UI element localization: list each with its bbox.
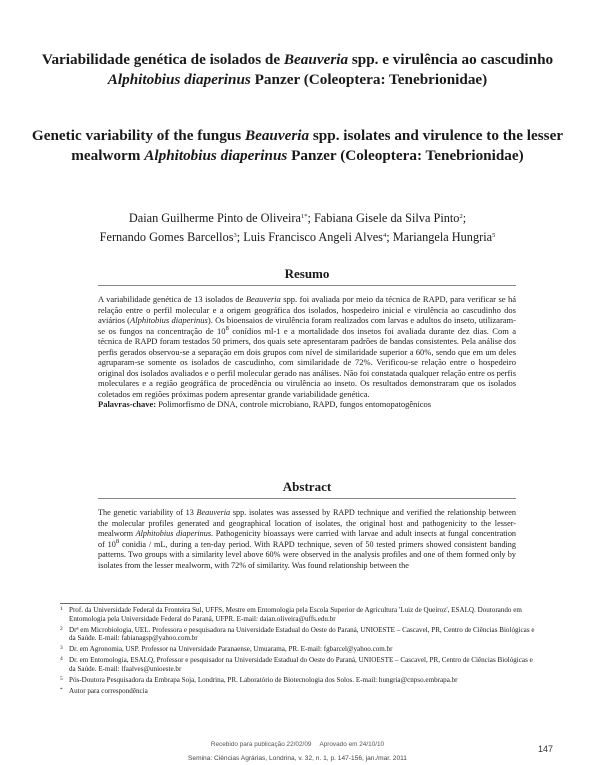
species-name: Alphitobius diaperinus (135, 529, 212, 539)
title-text: spp. e virulência ao cascudinho (348, 51, 554, 68)
footnote-list (60, 606, 538, 698)
english-title (30, 126, 565, 165)
title-text: Variabilidade genética de isolados de (41, 51, 284, 68)
genus-name: Beauveria (245, 294, 281, 304)
keywords: Polimorfismo de DNA, controle microbiano, RAPD, fungos entomopatogênicos (156, 399, 432, 409)
footnote: 4 Dr. em Entomologia, ESALQ, Professor e pesquisador na Universidade Estadual do Oeste do Paraná, UNIOESTE – Cascavel, PR, Centro de Ciências Biológicas e da Saúde. E-mail: lfaalves@unioeste.br (60, 656, 533, 674)
abstract-body: The genetic variability of 13 Beauveria spp. isolates was assessed by RAPD technique and verified the relationship between the molecular profiles generated and geographical location of isolates, the original host and pathogenicity to the lesser-mealworm Alphitobius diaperinus. Pathogenicity bioassays were carried with larvae and adult insects at fungal concentration of $10^8$ conidia / mL, during a ten-day period. With RAPD technique, seven of 50 tested primers showed consistent banding patterns. Two groups with a similarity level above 60% were observed in the analysis profiles and one of them formed only by isolates from the lesser mealworm, with 72% of similarity. Was found relationship between the (98, 508, 517, 570)
footnote: * Autor para correspondência (60, 687, 148, 696)
title-text: Panzer (Coleoptera: Tenebrionidae) (287, 146, 524, 164)
abstract-heading: Abstract (98, 479, 516, 499)
genus-name: Beauveria (196, 508, 231, 517)
title-text: spp. isolates and virulence to the lesser mealworm (71, 127, 564, 164)
received-dates (0, 741, 595, 748)
resumo-body: A variabilidade genética de 13 isolados de Beauveria spp. foi avaliada por meio da técnica de RAPD, para verificar se há relação entre o perfil molecular e a origem geográfica dos isolados, hospedeiro inicial e virulência ao cascudinho dos aviários (Alphitobius diaperinus). Os bioensaios de virulência foram realizados com larvas e adultos do inseto, utilizaram-se os fungos na concentração de $10^8$ conídios ml-1 e a mortalidade dos insetos foi avaliada durante dez dias. Com a técnica de RAPD foram testados 50 primers, dos quais sete apresentaram padrões de bandas consistentes. Pela análise dos perfis gerados observou-se a separação em dois grupos com nível de similaridade superior a 60%, sendo que em um deles agruparam-se somente os isolados de cascudinho, com similaridade de 72%. Verificou-se relação entre o hospedeiro original dos isolados avaliados e o perfil molecular gerado nas análises. Não foi constatada qualquer relação entre os perfis moleculares e a região geográfica de procedência ou virulência ao inseto. Os resultados demonstraram que os isolados coletados em regiões próximas podem apresentar grande variabilidade genética. Palavras-chave: Polimorfismo de DNA, controle microbiano, RAPD, fungos entomopatogênicos (98, 294, 517, 409)
portuguese-title (30, 50, 565, 89)
title-text: Genetic variability of the fungus (31, 127, 245, 144)
title-text: Panzer (Coleoptera: Tenebrionidae) (250, 70, 488, 88)
title-species: Alphitobius diaperinus (144, 146, 288, 164)
footnote: 3 Dr. em Agronomia, USP. Professor na Universidade Paranaense, Umuarama, PR. E-mail: fgbarcel@yahoo.com.br (60, 645, 393, 654)
title-genus: Beauveria (244, 127, 310, 144)
author: Luis Francisco Angeli Alves$^4$; (243, 230, 393, 244)
page-number: 147 (538, 744, 554, 754)
keywords-label: Palavras-chave: (98, 399, 157, 409)
footnote: 5 Pós-Doutora Pesquisadora da Embrapa Soja, Londrina, PR. Laboratório de Biotecnologia dos Solos. E-mail: hungria@cnpso.embrapa.br (60, 676, 458, 685)
author: Fernando Gomes Barcellos$^3$; (99, 230, 244, 244)
resumo-heading: Resumo (98, 266, 516, 286)
footnote: 1 Prof. da Universidade Federal da Fronteira Sul, UFFS, Mestre em Entomologia pela Escola Superior de Agricultura 'Luiz de Queiroz', ESALQ. Doutorando em Entomologia pela Universidade Federal do Paraná, UFPR. E-mail: daian.oliveira@uffs.edu.br (60, 606, 522, 623)
title-genus: Beauveria (283, 51, 349, 68)
title-species: Alphitobius diaperinus (107, 70, 251, 88)
author: Fabiana Gisele da Silva Pinto$^2$; (313, 211, 467, 225)
journal-citation: Semina: Ciências Agrárias, Londrina, v. 32, n. 1, p. 147-156, jan./mar. 2011 (188, 755, 407, 762)
author: Mariangela Hungria$^5$ (392, 230, 496, 244)
footnote: 2 Drª em Microbiologia, UEL. Professora e pesquisadora na Universidade Estadual do Oeste do Paraná, UNIOESTE – Cascavel, PR, Centro de Ciências Biológicas e da Saúde. E-mail: fabianagsp@yahoo.com.br (60, 625, 535, 643)
received-date: Recebido para publicação 22/02/09 (210, 741, 312, 748)
species-name: Alphitobius diaperinus (130, 315, 208, 325)
author: Daian Guilherme Pinto de Oliveira$^{1*}$; (128, 211, 314, 225)
author-list (30, 209, 565, 247)
approved-date: Aprovado em 24/10/10 (319, 741, 385, 748)
footnote-divider (60, 603, 200, 604)
